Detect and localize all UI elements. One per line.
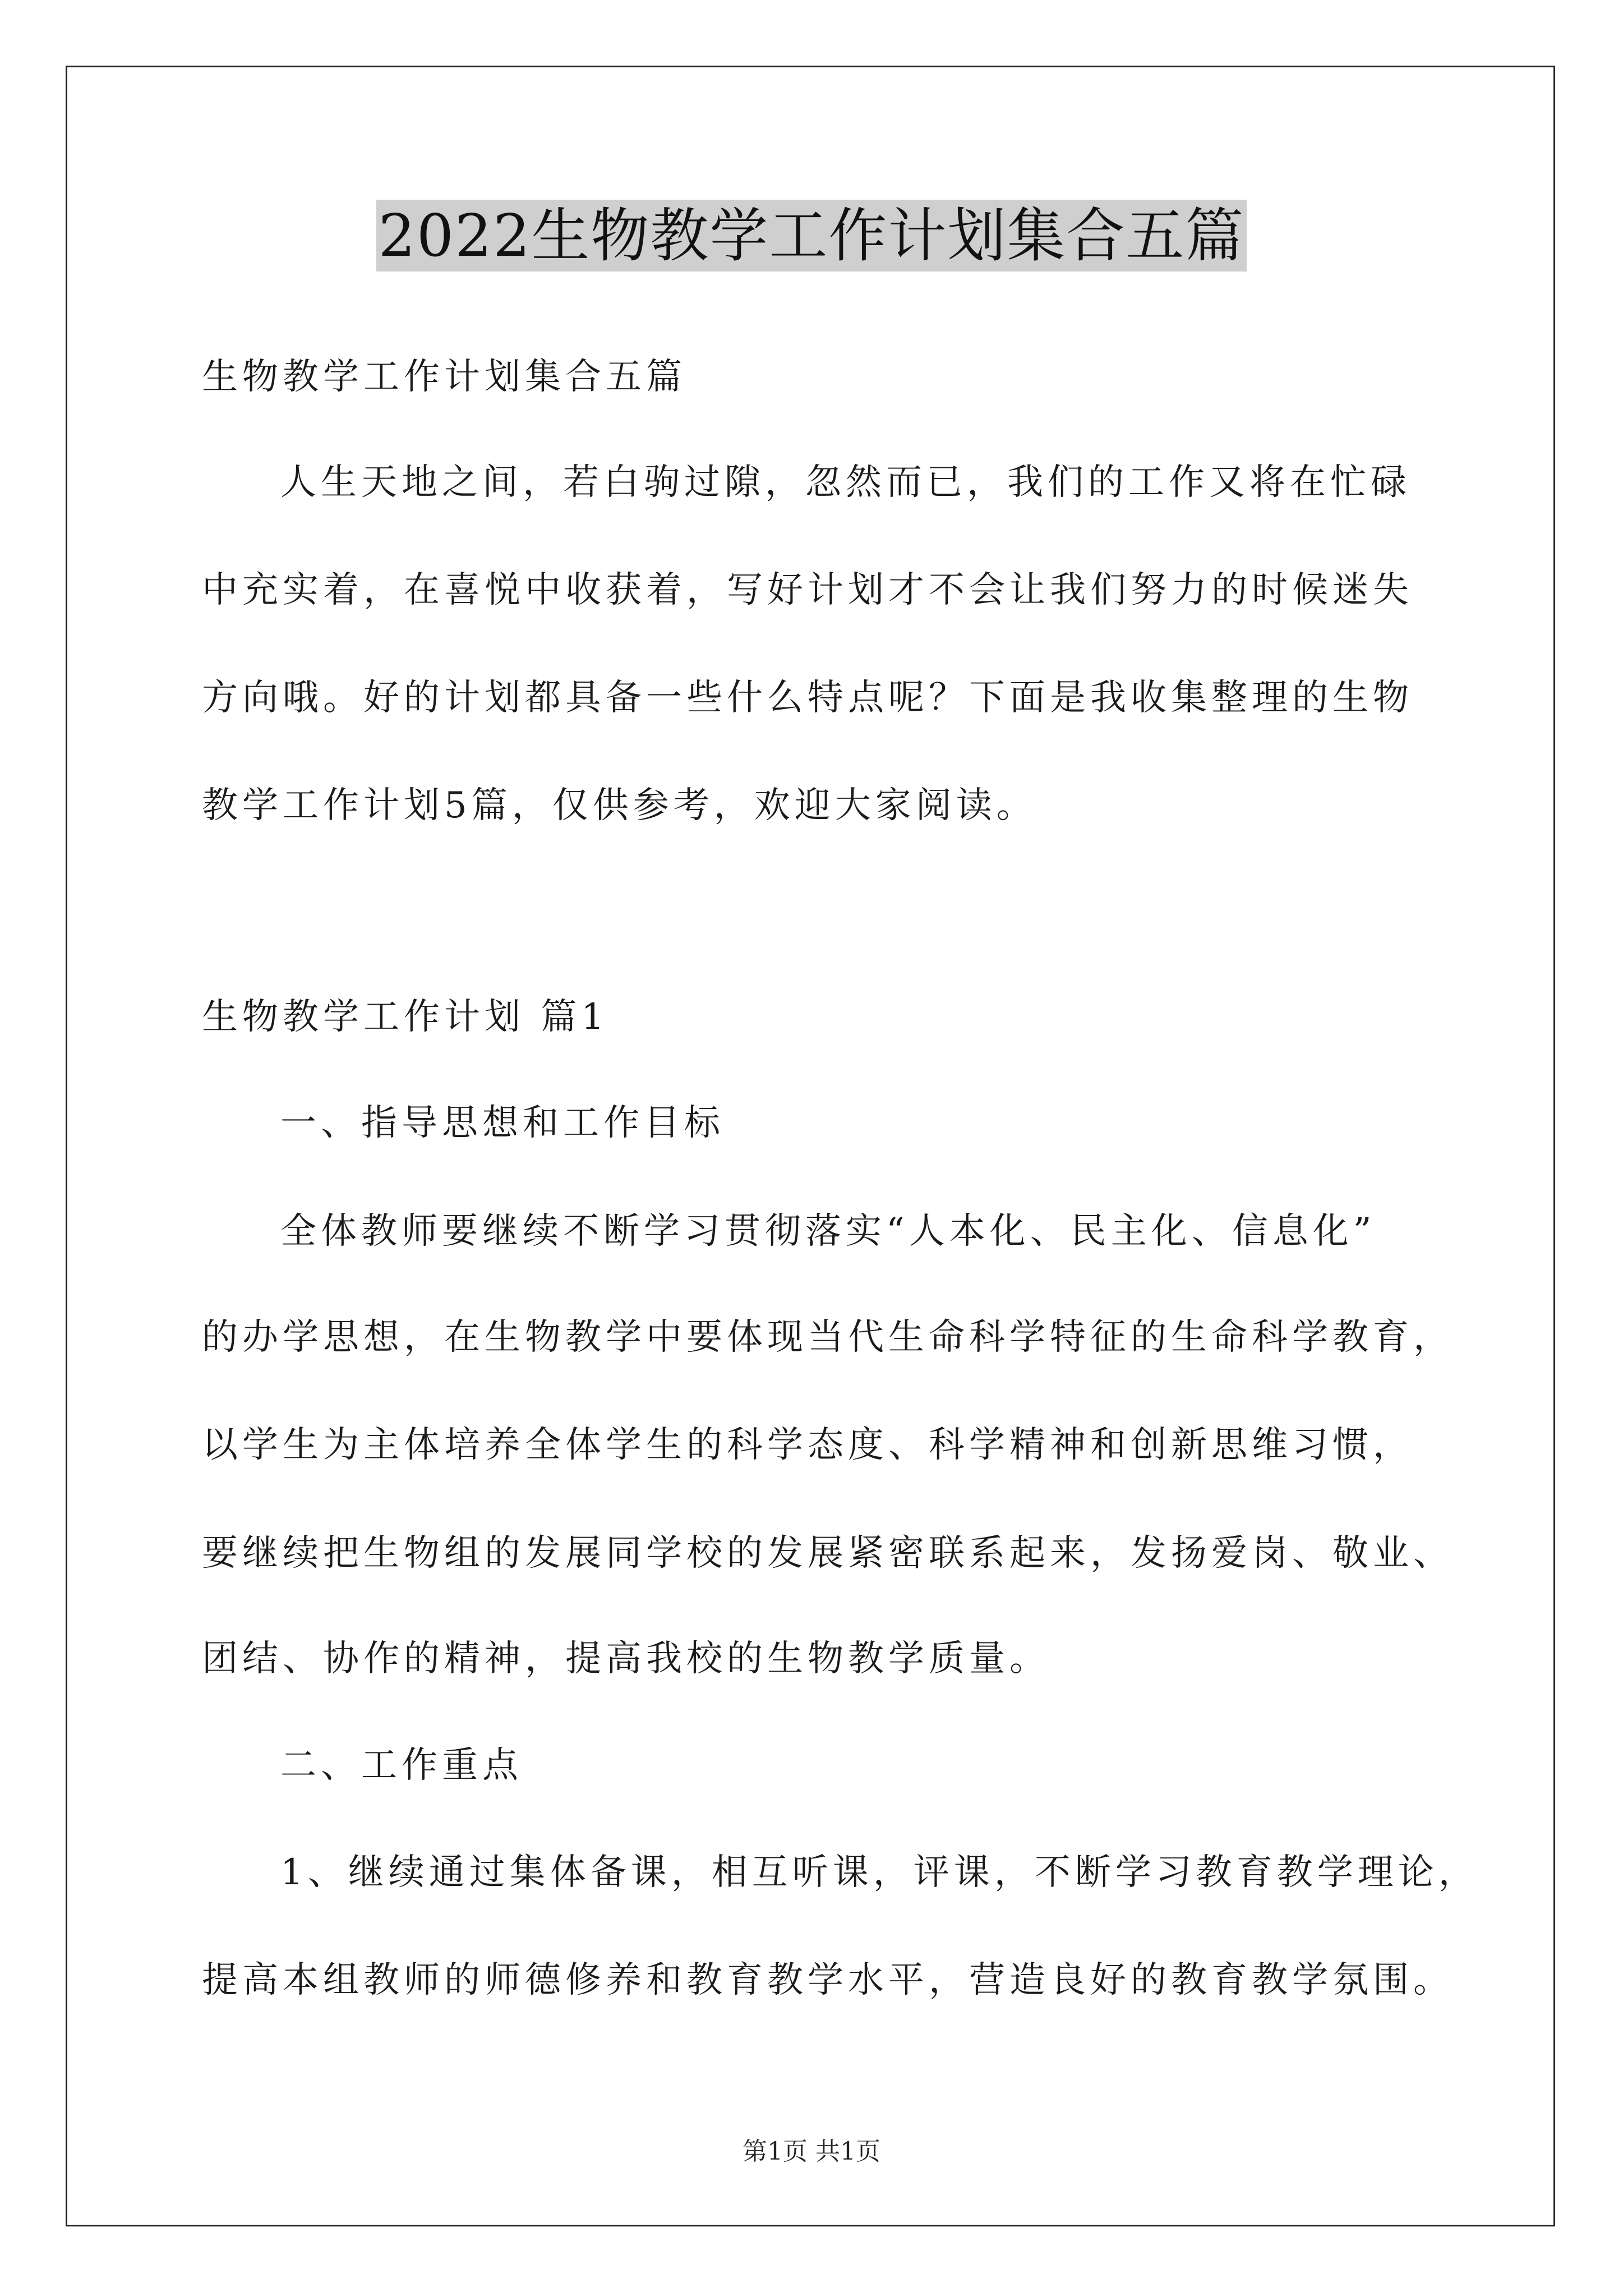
part1-line-3: 以学生为主体培养全体学生的科学态度、科学精神和创新思维习惯，	[202, 1424, 1413, 1466]
document-subtitle: 生物教学工作计划集合五篇	[202, 356, 686, 398]
part2-line-1: 1、继续通过集体备课，相互听课，评课，不断学习教育教学理论，	[280, 1852, 1479, 1893]
intro-line-1: 人生天地之间，若白驹过隙，忽然而已，我们的工作又将在忙碌	[280, 462, 1411, 503]
part1-line-2: 的办学思想，在生物教学中要体现当代生命科学特征的生命科学教育，	[202, 1317, 1454, 1358]
title-container	[0, 200, 1623, 272]
intro-line-3: 方向哦。好的计划都具备一些什么特点呢？下面是我收集整理的生物	[202, 677, 1413, 719]
intro-line-4: 教学工作计划5篇，仅供参考，欢迎大家阅读。	[202, 785, 1037, 826]
part1-heading: 一、指导思想和工作目标	[280, 1102, 725, 1144]
part1-line-5: 团结、协作的精神，提高我校的生物教学质量。	[202, 1638, 1050, 1680]
part2-heading: 二、工作重点	[280, 1745, 523, 1786]
section-heading: 生物教学工作计划 篇1	[202, 996, 609, 1038]
document-title: 2022生物教学工作计划集合五篇	[376, 200, 1247, 272]
part1-line-4: 要继续把生物组的发展同学校的发展紧密联系起来，发扬爱岗、敬业、	[202, 1533, 1454, 1574]
intro-line-2: 中充实着，在喜悦中收获着，写好计划才不会让我们努力的时候迷失	[202, 569, 1413, 611]
page-footer: 第1页 共1页	[743, 2137, 880, 2166]
part2-line-2: 提高本组教师的师德修养和教育教学水平，营造良好的教育教学氛围。	[202, 1959, 1454, 2001]
part1-line-1: 全体教师要继续不断学习贯彻落实“人本化、民主化、信息化”	[280, 1211, 1376, 1252]
